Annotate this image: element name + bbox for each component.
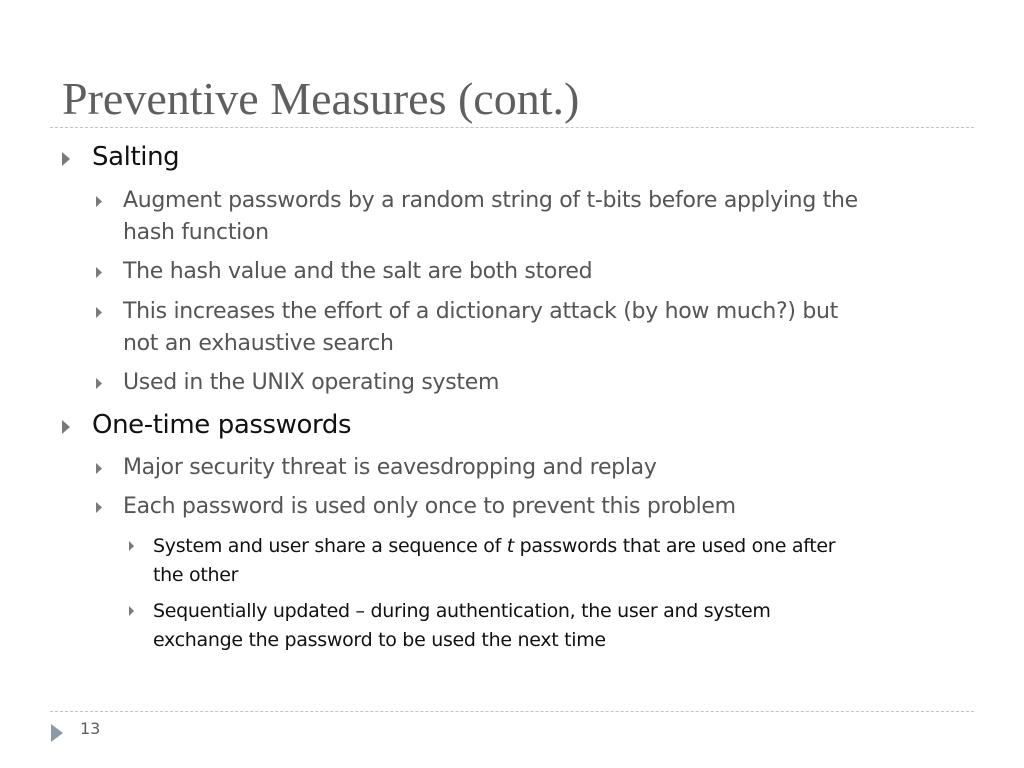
otp-item-2: Each password is used only once to prevent this problem (123, 494, 736, 519)
bullet-icon (129, 541, 134, 551)
otp-subitem-2: Sequentially updated – during authentication, the user and system exchange the password to be used the next time (153, 600, 771, 651)
bullet-icon (96, 307, 102, 318)
salting-item-2: The hash value and the salt are both stored (123, 259, 593, 284)
bullet-icon (62, 420, 70, 434)
slide-title: Preventive Measures (cont.) (62, 73, 580, 124)
bullet-icon (96, 463, 102, 474)
bullet-one-time-passwords: One-time passwords (92, 410, 352, 440)
footer-divider (50, 711, 974, 712)
bullet-salting: Salting (92, 142, 180, 172)
footer-arrow-icon (51, 724, 63, 746)
bullet-icon (96, 267, 102, 278)
bullet-icon (129, 606, 134, 616)
bullet-icon (62, 152, 70, 166)
salting-item-1: Augment passwords by a random string of t-bits before applying the hash function (123, 188, 858, 245)
otp-subitem-1: System and user share a sequence of t passwords that are used one after the other (153, 535, 836, 586)
bullet-icon (96, 502, 102, 513)
slide-number: 13 (80, 719, 101, 738)
bullet-icon (96, 196, 102, 207)
salting-item-3: This increases the effort of a dictionary attack (by how much?) but not an exhaustive search (123, 299, 838, 356)
title-divider (50, 127, 974, 128)
salting-item-4: Used in the UNIX operating system (123, 370, 500, 395)
bullet-icon (96, 378, 102, 389)
otp-item-1: Major security threat is eavesdropping and replay (123, 455, 657, 480)
